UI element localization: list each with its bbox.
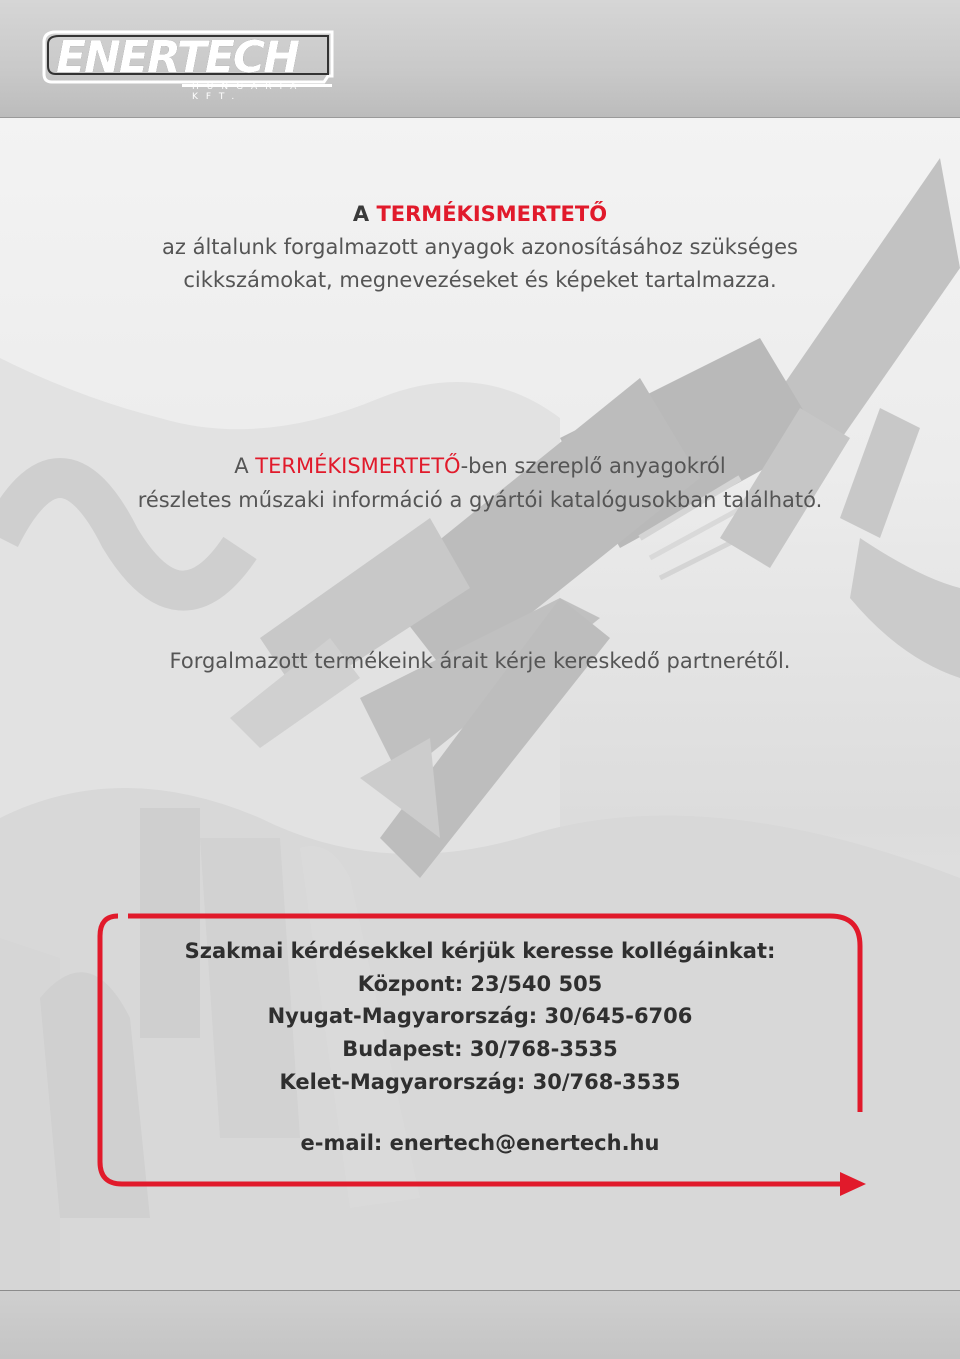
details-highlight: TERMÉKISMERTETŐ: [255, 454, 461, 478]
contact-budapest: Budapest: 30/768-3535: [342, 1037, 618, 1061]
header-band: [0, 0, 960, 118]
details-prefix: A: [234, 454, 256, 478]
logo-wordmark: ENERTECH: [56, 32, 299, 83]
intro-title: [0, 198, 960, 231]
intro-line-2: az általunk forgalmazott anyagok azonosításához szükséges: [162, 235, 798, 259]
contact-east: Kelet-Magyarország: 30/768-3535: [279, 1070, 681, 1094]
footer-band: [0, 1290, 960, 1359]
contact-center: Központ: 23/540 505: [357, 972, 603, 996]
details-line-1: [0, 450, 960, 483]
logo-subtitle: HUNGÁRIA KFT.: [192, 82, 305, 102]
details-suffix: -ben szereplő anyagokról: [460, 454, 726, 478]
contact-heading: Szakmai kérdésekkel kérjük keresse kollégáinkat:: [184, 939, 776, 963]
contact-email-link[interactable]: e-mail: enertech@enertech.hu: [300, 1131, 660, 1155]
prices-note: Forgalmazott termékeink árait kérje kereskedő partnerétől.: [169, 649, 791, 673]
contact-west: Nyugat-Magyarország: 30/645-6706: [267, 1004, 693, 1028]
intro-line-3: cikkszámokat, megnevezéseket és képeket tartalmazza.: [183, 268, 777, 292]
enertech-logo: [42, 28, 338, 102]
intro-title-highlight: TERMÉKISMERTETŐ: [376, 202, 608, 226]
intro-title-prefix: A: [352, 202, 377, 226]
details-line-2: részletes műszaki információ a gyártói katalógusokban található.: [137, 488, 823, 512]
